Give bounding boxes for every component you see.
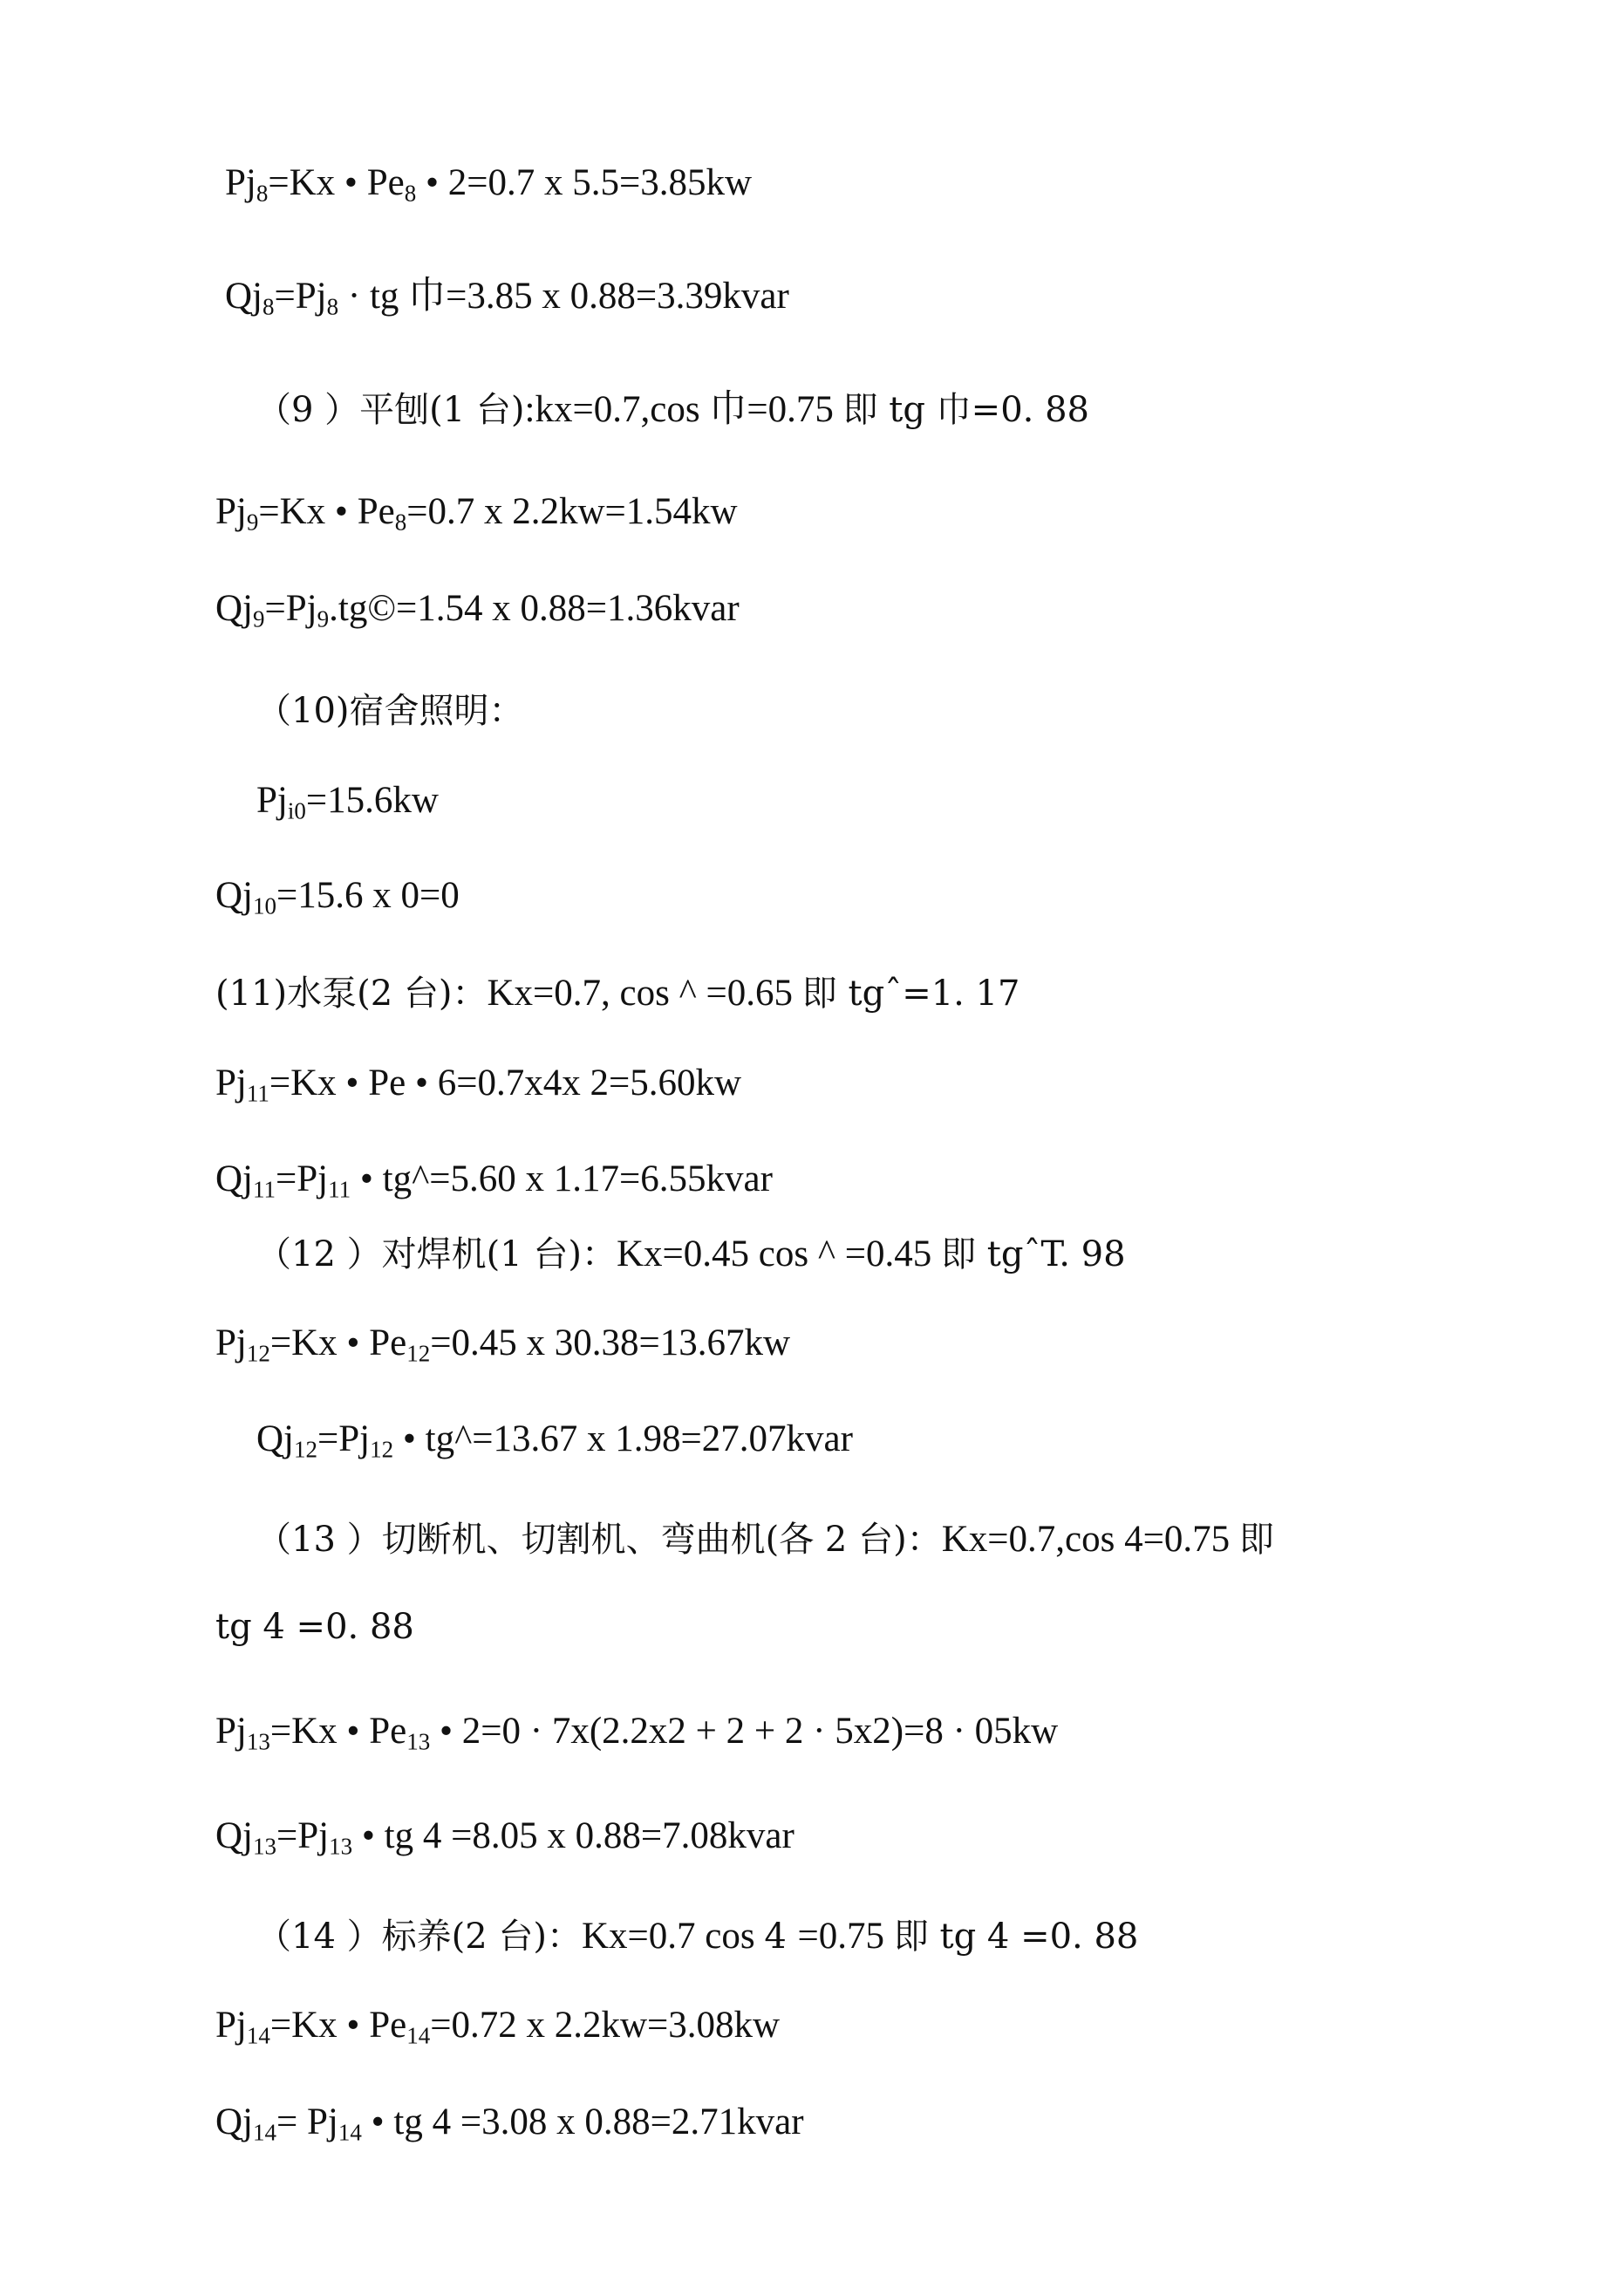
- formula-line-pj12: [215, 1322, 791, 1367]
- subscript: 11: [253, 1176, 276, 1203]
- formula-text: :kx=0.7,cos 巾=0.75: [524, 389, 843, 430]
- formula-text: Qj: [215, 1158, 253, 1199]
- subscript: 9: [253, 605, 265, 632]
- subscript: 12: [246, 1340, 270, 1367]
- formula-line-pj8: [225, 162, 753, 207]
- cjk-text: （13 ）切断机、切割机、弯曲机(各 2 台)：: [256, 1520, 942, 1560]
- formula-line-qj14: [215, 2101, 804, 2146]
- subscript: 10: [253, 892, 276, 919]
- formula-text: =Pj: [276, 1815, 330, 1856]
- subscript: 8: [394, 509, 407, 536]
- cjk-text: 即 tgˆT. 98: [941, 1234, 1126, 1274]
- formula-text: .tg©=1.54 x 0.88=1.36kvar: [329, 588, 740, 629]
- item-9-planer-header: [256, 391, 1089, 428]
- formula-text: =0.75: [797, 1916, 894, 1957]
- subscript: 13: [406, 1728, 431, 1755]
- formula-text: Pj: [225, 162, 256, 203]
- formula-text: Pj: [215, 1322, 247, 1363]
- formula-text: Pj: [215, 2005, 247, 2046]
- formula-text: =Kx • Pe • 6=0.7x4x 2=5.60kw: [269, 1063, 742, 1104]
- subscript: 9: [246, 509, 259, 536]
- formula-text: Pj: [215, 491, 247, 532]
- formula-text: Pj: [256, 780, 288, 821]
- formula-text: Pj: [215, 1711, 247, 1752]
- formula-line-pj10: [256, 780, 439, 824]
- formula-text: Qj: [256, 1418, 294, 1459]
- subscript: 8: [256, 180, 269, 207]
- formula-text: • tg 4 =3.08 x 0.88=2.71kvar: [361, 2101, 804, 2142]
- formula-text: • 2=0 · 7x(2.2x2 + 2 + 2 · 5x2)=8 · 05kw: [430, 1711, 1059, 1752]
- subscript: 8: [326, 293, 339, 320]
- formula-text: =Kx • Pe: [268, 162, 405, 203]
- subscript: 12: [406, 1340, 431, 1367]
- formula-line-qj12: [256, 1418, 853, 1463]
- formula-text: Qj: [215, 1815, 253, 1856]
- subscript: 12: [294, 1436, 317, 1463]
- cjk-text: 即 tg 巾=0. 88: [842, 390, 1089, 430]
- subscript: 14: [406, 2022, 431, 2049]
- formula-text: Pj: [215, 1063, 247, 1104]
- formula-text: =0.72 x 2.2kw=3.08kw: [430, 2005, 781, 2046]
- formula-text: Kx=0.7,cos 4=0.75: [941, 1519, 1239, 1560]
- item-13-cutters-header: [256, 1520, 1274, 1558]
- formula-line-pj13: [215, 1711, 1059, 1755]
- cjk-text: tg 4 =0. 88: [215, 1607, 414, 1647]
- formula-text: Kx=0.45 cos ^ =0.45: [617, 1233, 942, 1274]
- formula-text: =Pj: [274, 276, 327, 317]
- formula-text: =Pj: [276, 1158, 329, 1199]
- subscript: 14: [338, 2119, 362, 2146]
- subscript: 11: [328, 1176, 351, 1203]
- subscript: i0: [287, 797, 306, 824]
- formula-text: =15.6kw: [305, 780, 439, 821]
- subscript: 9: [317, 605, 330, 632]
- formula-line-qj11: [215, 1158, 773, 1203]
- formula-text: Qj: [225, 276, 263, 317]
- formula-line-qj9: [215, 588, 740, 632]
- formula-text: =Kx • Pe: [269, 2005, 407, 2046]
- subscript: 13: [246, 1728, 270, 1755]
- subscript: 14: [246, 2022, 270, 2049]
- formula-text: • 2=0.7 x 5.5=3.85kw: [416, 162, 753, 203]
- formula-line-pj11: [215, 1063, 742, 1107]
- formula-text: Kx=0.7 cos: [582, 1916, 765, 1957]
- cjk-text: 即: [1238, 1520, 1274, 1560]
- formula-line-qj10: [215, 875, 460, 919]
- cjk-text: 4: [764, 1917, 798, 1957]
- formula-text: =Pj: [264, 588, 317, 629]
- cjk-text: （12 ）对焊机(1 台)：: [256, 1234, 617, 1274]
- formula-text: Kx=0.7, cos ^ =0.65: [487, 973, 802, 1014]
- formula-text: • tg 4 =8.05 x 0.88=7.08kvar: [352, 1815, 794, 1856]
- cjk-text: 即 tg 4 =0. 88: [893, 1917, 1139, 1957]
- subscript: 8: [263, 293, 275, 320]
- cjk-text: （9 ）平刨(1 台): [256, 390, 525, 430]
- subscript: 11: [246, 1080, 269, 1107]
- formula-text: Qj: [215, 2101, 253, 2142]
- subscript: 13: [253, 1833, 276, 1860]
- formula-text: =15.6 x 0=0: [276, 875, 460, 916]
- formula-text: • tg^=13.67 x 1.98=27.07kvar: [393, 1418, 853, 1459]
- item-14-curing-header: [256, 1917, 1138, 1955]
- formula-text: =Pj: [317, 1418, 371, 1459]
- item-13-tg-value: [215, 1608, 414, 1645]
- subscript: 8: [404, 180, 417, 207]
- formula-text: · tg 巾=3.85 x 0.88=3.39kvar: [338, 276, 789, 317]
- formula-text: =Kx • Pe: [269, 1322, 407, 1363]
- item-11-water-pump-header: [215, 974, 1019, 1012]
- cjk-text: (11)水泵(2 台)：: [215, 974, 488, 1014]
- formula-text: Qj: [215, 875, 253, 916]
- cjk-text: （10)宿舍照明：: [256, 691, 524, 731]
- formula-text: =0.7 x 2.2kw=1.54kw: [406, 491, 738, 532]
- formula-text: • tg^=5.60 x 1.17=6.55kvar: [351, 1158, 773, 1199]
- formula-line-pj14: [215, 2005, 781, 2049]
- item-12-butt-welder-header: [256, 1235, 1126, 1273]
- cjk-text: （14 ）标养(2 台)：: [256, 1917, 582, 1957]
- item-10-dorm-lighting-header: [256, 692, 524, 729]
- subscript: 13: [329, 1833, 353, 1860]
- formula-text: = Pj: [276, 2101, 338, 2142]
- formula-text: =0.45 x 30.38=13.67kw: [430, 1322, 791, 1363]
- cjk-text: 即 tgˆ=1. 17: [801, 974, 1020, 1014]
- formula-line-qj13: [215, 1815, 794, 1860]
- subscript: 12: [370, 1436, 394, 1463]
- formula-line-qj8: [225, 276, 789, 320]
- formula-text: =Kx • Pe: [258, 491, 395, 532]
- formula-line-pj9: [215, 491, 738, 536]
- formula-text: Qj: [215, 588, 253, 629]
- formula-text: =Kx • Pe: [269, 1711, 407, 1752]
- subscript: 14: [253, 2119, 276, 2146]
